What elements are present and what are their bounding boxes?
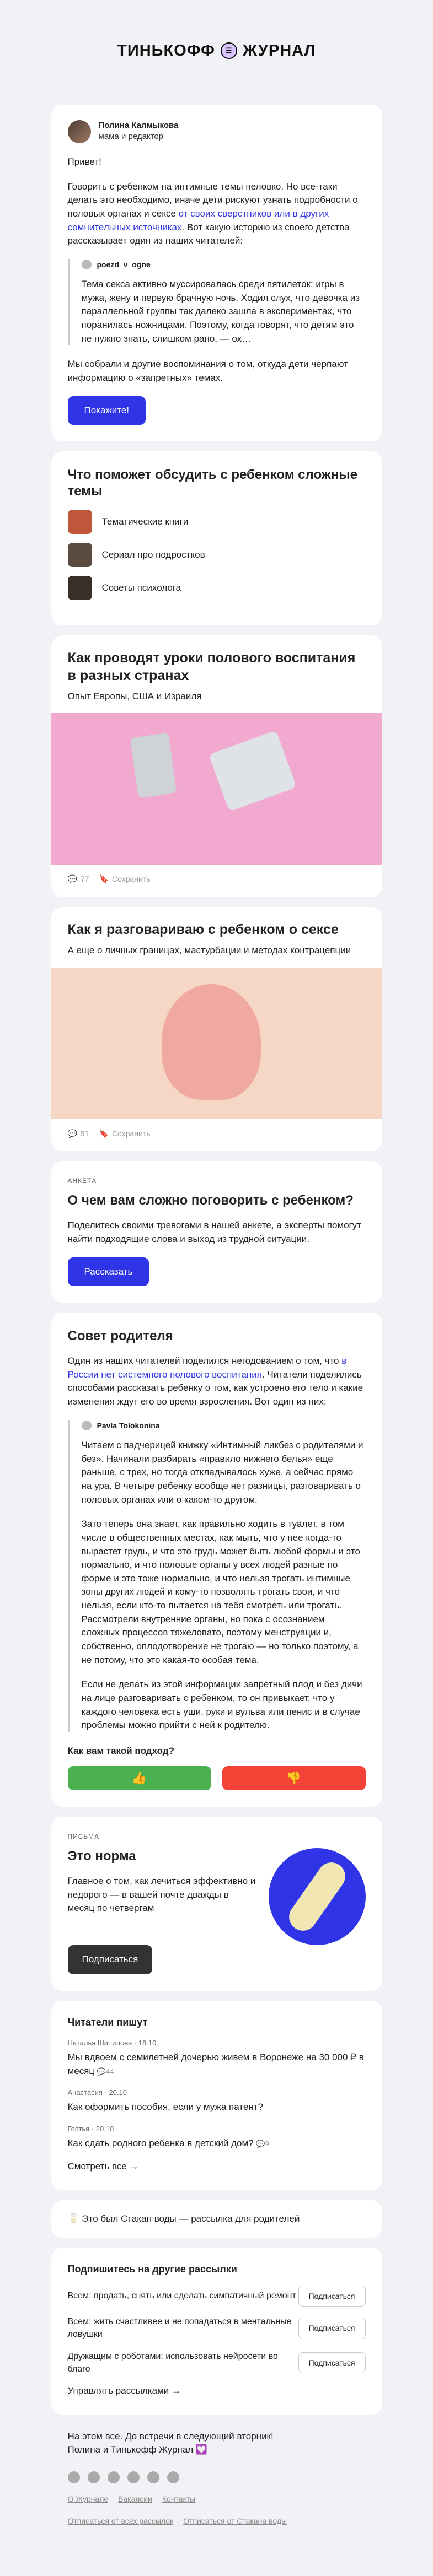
reader-author: Гостья · 20.10 — [67, 2124, 114, 2133]
unsub-all-link[interactable]: Отписаться от всех рассылок — [67, 2516, 174, 2526]
advice-title: Совет родителя — [67, 1328, 173, 1344]
like-button[interactable] — [68, 1766, 211, 1790]
sub-item-text: Всем: продать, снять или сделать симпатичный ремонт — [67, 2291, 296, 2301]
social-icon[interactable] — [167, 2471, 179, 2483]
reader-item[interactable] — [68, 2124, 366, 2150]
author — [68, 120, 366, 143]
logo-text: ТИНЬКОФФ — [117, 41, 215, 60]
vote-row — [68, 1766, 366, 1790]
article-image[interactable] — [51, 713, 382, 865]
sub-item-button[interactable]: Подписаться — [298, 2352, 366, 2373]
survey-card — [51, 1161, 382, 1303]
advice-card — [51, 1313, 382, 1806]
social-icon[interactable] — [68, 2471, 80, 2483]
thumbs-up-icon: 👍 — [131, 1770, 147, 1785]
show-button[interactable]: Покажите! — [68, 396, 146, 425]
quote-text: Тема секса активно муссировалась среди пятилеток: игры в мужа, жену и первую брачную ночь. Ходил слух, что девочка из параллельной группы так далеко зашла в экспериментах, что поранилась ножницами. Поэтому, когда говорят, что детям это не нужно знать, слишком рано, — ох… — [81, 279, 360, 344]
quote-avatar — [82, 260, 92, 269]
comment-count: 77 — [80, 874, 89, 884]
topics-card — [51, 451, 382, 625]
letter-title: Это норма — [67, 1848, 136, 1864]
teddy-bear-shape — [162, 984, 261, 1100]
sub-item — [68, 2315, 366, 2341]
intro-paragraph — [68, 180, 366, 248]
logo-row — [51, 34, 382, 67]
reader-item[interactable] — [68, 2088, 366, 2114]
sub-item-button[interactable]: Подписаться — [298, 2318, 366, 2339]
pill-blister-shape — [209, 730, 297, 812]
quote-paragraph: Зато теперь она знает, как правильно ходить в туалет, в том числе в общественных местах, как мыть, что у нее когда-то вырастет грудь, и что это грудь может быть любой формы и это нормально, и что половые органы у всех людей разные по форме и это тоже нормально, и что нельзя трогать интимные зоны других людей и кому-то позволять трогать свои, и что нельзя, если кто-то пытается на тебя смотреть или трогать. Рассмотрели внутренние органы, но пока с осознанием сложных процессов тяжеловато, поэтому менструации и, собственно, оплодотворение не трогаю — но только поэтому, а не потому, что это какая-то особая тема. — [81, 1519, 360, 1665]
quote-avatar — [82, 1421, 92, 1430]
socials — [68, 2471, 366, 2483]
sub-item-text: Всем: жить счастливее и не попадаться в ментальные ловушки — [67, 2317, 292, 2340]
vote-question: Как вам такой подход? — [67, 1745, 174, 1756]
social-icon[interactable] — [147, 2471, 159, 2483]
comments[interactable] — [68, 1128, 89, 1139]
quote-author — [82, 259, 366, 270]
contacts-link[interactable]: Контакты — [162, 2494, 196, 2503]
sub-item-button[interactable]: Подписаться — [298, 2286, 366, 2307]
quote — [68, 259, 366, 346]
comment-icon: 💬 — [67, 1128, 77, 1138]
advice-text-b: . Читатели поделились способами рассказать ребенку о том, как устроено его тело и какие изменения ждут его во время взросления. Вот один из них: — [67, 1369, 363, 1407]
readers-card — [51, 2001, 382, 2190]
intro-text-b: . Вот какую историю из своего детства рассказывает один из наших читателей: — [67, 222, 350, 246]
subscribe-button[interactable]: Подписаться — [68, 1945, 153, 1974]
article-image[interactable] — [51, 968, 382, 1119]
topic-item[interactable] — [68, 543, 366, 567]
article-title[interactable]: Как я разговариваю с ребенком о сексе — [67, 921, 339, 937]
avatar — [68, 120, 91, 143]
unsub-glass-link[interactable]: Отписаться от Стакана воды — [183, 2516, 287, 2526]
letter-kicker: ПИСЬМА — [67, 1832, 100, 1840]
tell-button[interactable]: Рассказать — [68, 1257, 149, 1287]
sub-item — [68, 2286, 366, 2307]
jobs-link[interactable]: Вакансии — [118, 2494, 152, 2503]
logo-mark-icon: ☰ — [221, 42, 237, 59]
topic-label: Сериал про подростков — [101, 549, 205, 560]
article-meta — [51, 865, 382, 897]
sub-item-text: Дружащим с роботами: использовать нейросети во благо — [67, 2351, 278, 2374]
about-link[interactable]: О Журнале — [67, 2494, 109, 2503]
topic-label: Тематические книги — [101, 516, 189, 527]
survey-kicker: АНКЕТА — [67, 1176, 97, 1185]
comment-icon: 💬 — [256, 2139, 265, 2148]
reader-author: Анастасия · 20.10 — [67, 2088, 127, 2097]
reader-question: Как сдать родного ребенка в детский дом? — [67, 2137, 254, 2148]
greeting: Привет! — [67, 156, 101, 167]
save-label: Сохранить — [111, 874, 151, 884]
article-title[interactable]: Как проводят уроки полового воспитания в разных странах — [67, 650, 356, 683]
intro-card — [51, 105, 382, 441]
comment-icon: 💬 — [97, 2067, 106, 2076]
letter-text: Главное о том, как лечиться эффективно и недорого — в вашей почте дважды в месяц по четвергам — [67, 1875, 256, 1914]
article-subtitle: Опыт Европы, США и Израиля — [67, 690, 202, 701]
bookmark-icon: 🔖 — [99, 874, 109, 884]
social-icon[interactable] — [127, 2471, 140, 2483]
glass-icon: 🥛 — [67, 2213, 79, 2224]
topic-label: Советы психолога — [101, 582, 181, 593]
advice-paragraph — [68, 1354, 366, 1409]
footer-links — [68, 2493, 366, 2504]
save[interactable] — [99, 1128, 151, 1139]
tv-series-icon — [68, 543, 92, 567]
reader-question: Мы вдвоем с семилетней дочерью живем в Воронеже на 30 000 ₽ в месяц — [67, 2051, 364, 2076]
manage-subs-link[interactable]: Управлять рассылками → — [67, 2385, 181, 2396]
intro-text-a: Говорить с ребенком на интимные темы неловко. Но все-таки делать это необходимо, иначе дети рискуют узнать подробности о половых органах и сексе — [67, 181, 358, 219]
comment-count: 44 — [106, 2067, 114, 2076]
glass-text: Это был Стакан воды — рассылка для родителей — [82, 2213, 300, 2224]
unsub-links — [68, 2515, 366, 2526]
intro-link[interactable]: от своих сверстников или в других сомнительных источниках — [67, 208, 329, 233]
psychologist-icon — [68, 576, 92, 600]
subs-title: Подпишитесь на другие рассылки — [67, 2264, 237, 2275]
article-meta — [51, 1119, 382, 1151]
subs-card — [51, 2248, 382, 2414]
advice-link[interactable]: в России нет системного полового воспитания — [67, 1355, 347, 1380]
reader-author: Наталья Шипилова · 18.10 — [67, 2039, 157, 2048]
reader-item[interactable] — [68, 2038, 366, 2078]
save-label: Сохранить — [111, 1128, 151, 1138]
quote-author-name: poezd_v_ogne — [97, 260, 151, 269]
reader-question: Как оформить пособия, если у мужа патент? — [67, 2102, 264, 2113]
advice-text-a: Один из наших читателей поделился негодованием о том, что — [67, 1355, 342, 1367]
topic-item[interactable] — [68, 576, 366, 600]
article-subtitle: А еще о личных границах, мастурбации и методах контрацепции — [67, 944, 351, 955]
survey-text: Поделитесь своими тревогами в нашей анкете, а эксперты помогут найти подходящие слова и выход из трудной ситуации. — [67, 1220, 362, 1244]
thumbs-down-icon: 👎 — [286, 1770, 302, 1785]
author-role: мама и редактор — [98, 132, 164, 142]
quote-author — [82, 1420, 366, 1431]
comment-count: 9 — [265, 2139, 269, 2148]
pill-icon — [269, 1848, 366, 1945]
quote-author-name: Pavla Tolokonina — [97, 1421, 160, 1430]
logo-text-2: ЖУРНАЛ — [242, 41, 316, 60]
glass-card — [51, 2200, 382, 2238]
save[interactable] — [99, 873, 151, 884]
footer — [51, 2424, 382, 2560]
bookmark-icon: 🔖 — [99, 1128, 109, 1138]
readers-title: Читатели пишут — [67, 2016, 148, 2028]
social-icon[interactable] — [108, 2471, 120, 2483]
book-icon — [68, 510, 92, 534]
comments[interactable] — [68, 873, 89, 884]
quote-paragraph: Читаем с падчерицей книжку «Интимный ликбез с родителями и без». Начинали разбирать «правило нижнего белья» еще раньше, с трех, но тогда откладывалось хуже, а сейчас прямо на ура. В четыре ребенку вообще нет разницы, разговаривать о половых органах или о каком-то другом. — [81, 1440, 363, 1505]
social-icon[interactable] — [88, 2471, 100, 2483]
logo[interactable] — [117, 39, 316, 62]
quote-paragraph: Если не делать из этой информации запретный плод и без дичи на лице разговаривать с ребенком, то он привыкает, что у каждого человека есть уши, руки и вульва или пенис и в случае проблемы можно прийти с ней к родителю. — [81, 1679, 362, 1731]
footer-line: На этом все. До встречи в следующий вторник! — [67, 2431, 274, 2442]
condom-pack-shape — [130, 733, 177, 798]
topic-item[interactable] — [68, 510, 366, 534]
topics-title: Что поможет обсудить с ребенком сложные темы — [67, 467, 358, 499]
see-all-link[interactable]: Смотреть все → — [67, 2161, 139, 2172]
dislike-button[interactable] — [222, 1766, 366, 1790]
author-name: Полина Калмыкова — [98, 121, 179, 131]
letter-card — [51, 1817, 382, 1991]
comment-count: 91 — [80, 1128, 89, 1138]
footer-line: Полина и Тинькофф Журнал 💟 — [67, 2444, 208, 2455]
intro-paragraph-2: Мы собрали и другие воспоминания о том, откуда дети черпают информацию о «запретных» темах. — [67, 359, 348, 383]
article-card[interactable] — [51, 635, 382, 897]
comment-icon: 💬 — [67, 874, 77, 884]
sub-item — [68, 2350, 366, 2375]
advice-quote — [68, 1420, 366, 1732]
article-card[interactable] — [51, 907, 382, 1151]
survey-title: О чем вам сложно поговорить с ребенком? — [67, 1193, 354, 1208]
